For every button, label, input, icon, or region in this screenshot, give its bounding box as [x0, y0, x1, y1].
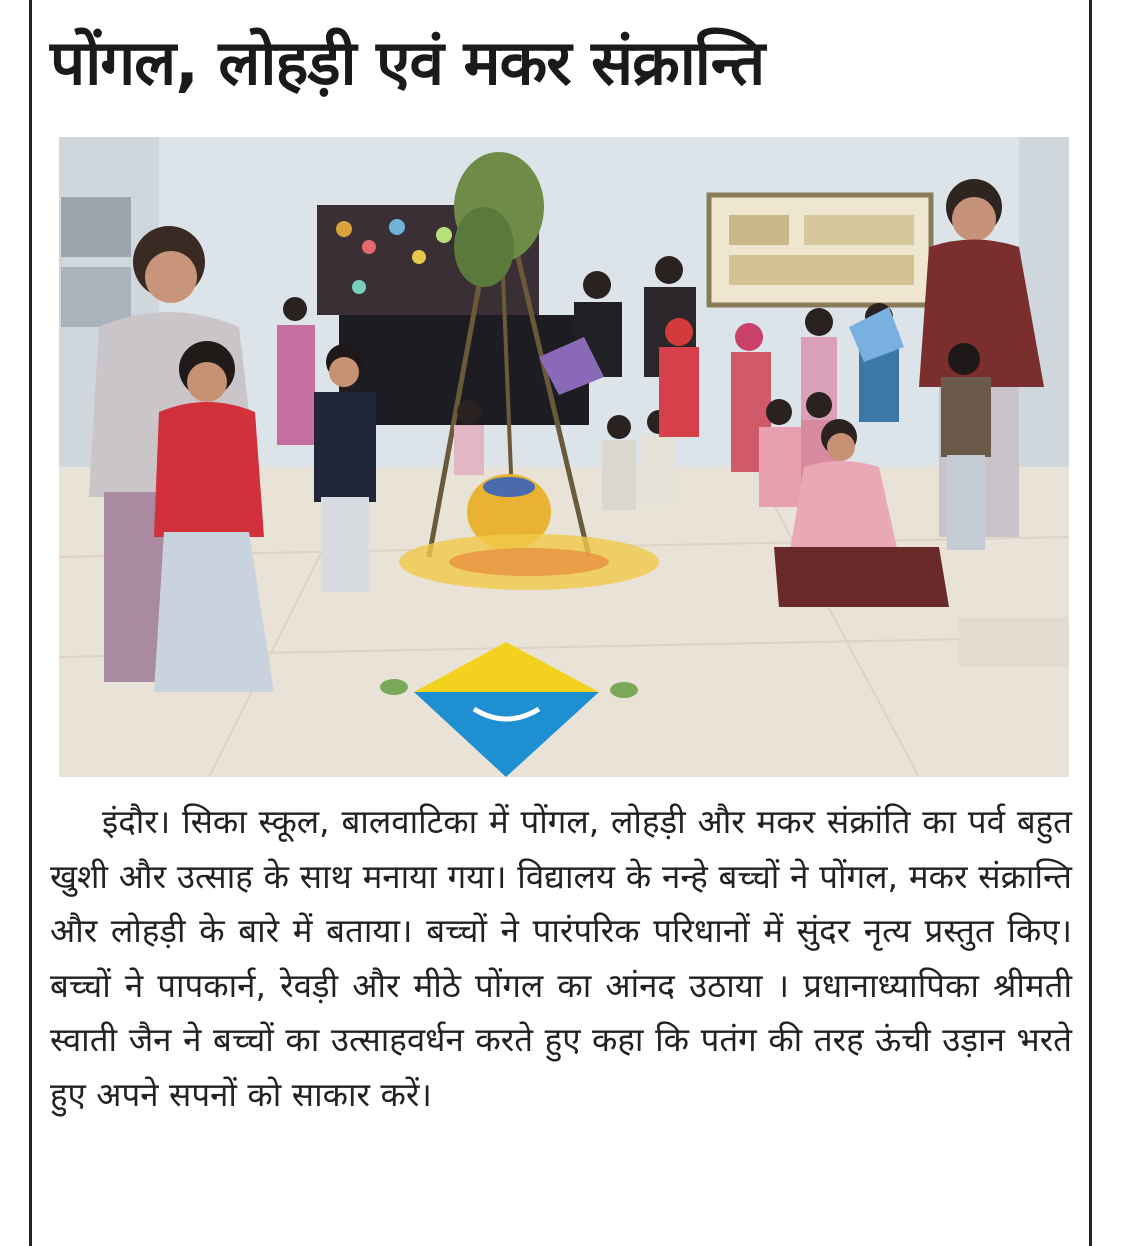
child-navy-kurta: [314, 392, 376, 502]
notice-board-right: [709, 195, 931, 305]
window: [61, 197, 131, 257]
child-red-jacket: [154, 402, 264, 537]
column-rule-left: [29, 0, 32, 1246]
column-rule-right: [1089, 0, 1092, 1246]
child-right-boy: [941, 377, 991, 457]
article-text: इंदौर। सिका स्कूल, बालवाटिका में पोंगल, लोहड़ी और मकर संक्रांति का पर्व बहुत खुशी और उत्साह के साथ मनाया गया। विद्यालय के नन्हे बच्चों ने पोंगल, मकर संक्रान्ति और लोहड़ी के बारे में बताया। बच्चों ने पारंपरिक परिधानों में सुंदर नृत्य प्रस्तुत किए। बच्चों ने पापकार्न, रेवड़ी और मीठे पोंगल का आंनद उठाया । प्रधानाध्यापिका श्रीमती स्वाती जैन ने बच्चों का उत्साहवर्धन करते हुए कहा कि पतंग की तरह ऊंची उड़ान भरते हुए अपने सपनों को साकार करें।: [50, 802, 1072, 1114]
article-body: [50, 795, 1072, 1122]
headline: पोंगल, लोहड़ी एवं मकर संक्रान्ति: [50, 26, 765, 99]
event-photo: [59, 137, 1069, 777]
